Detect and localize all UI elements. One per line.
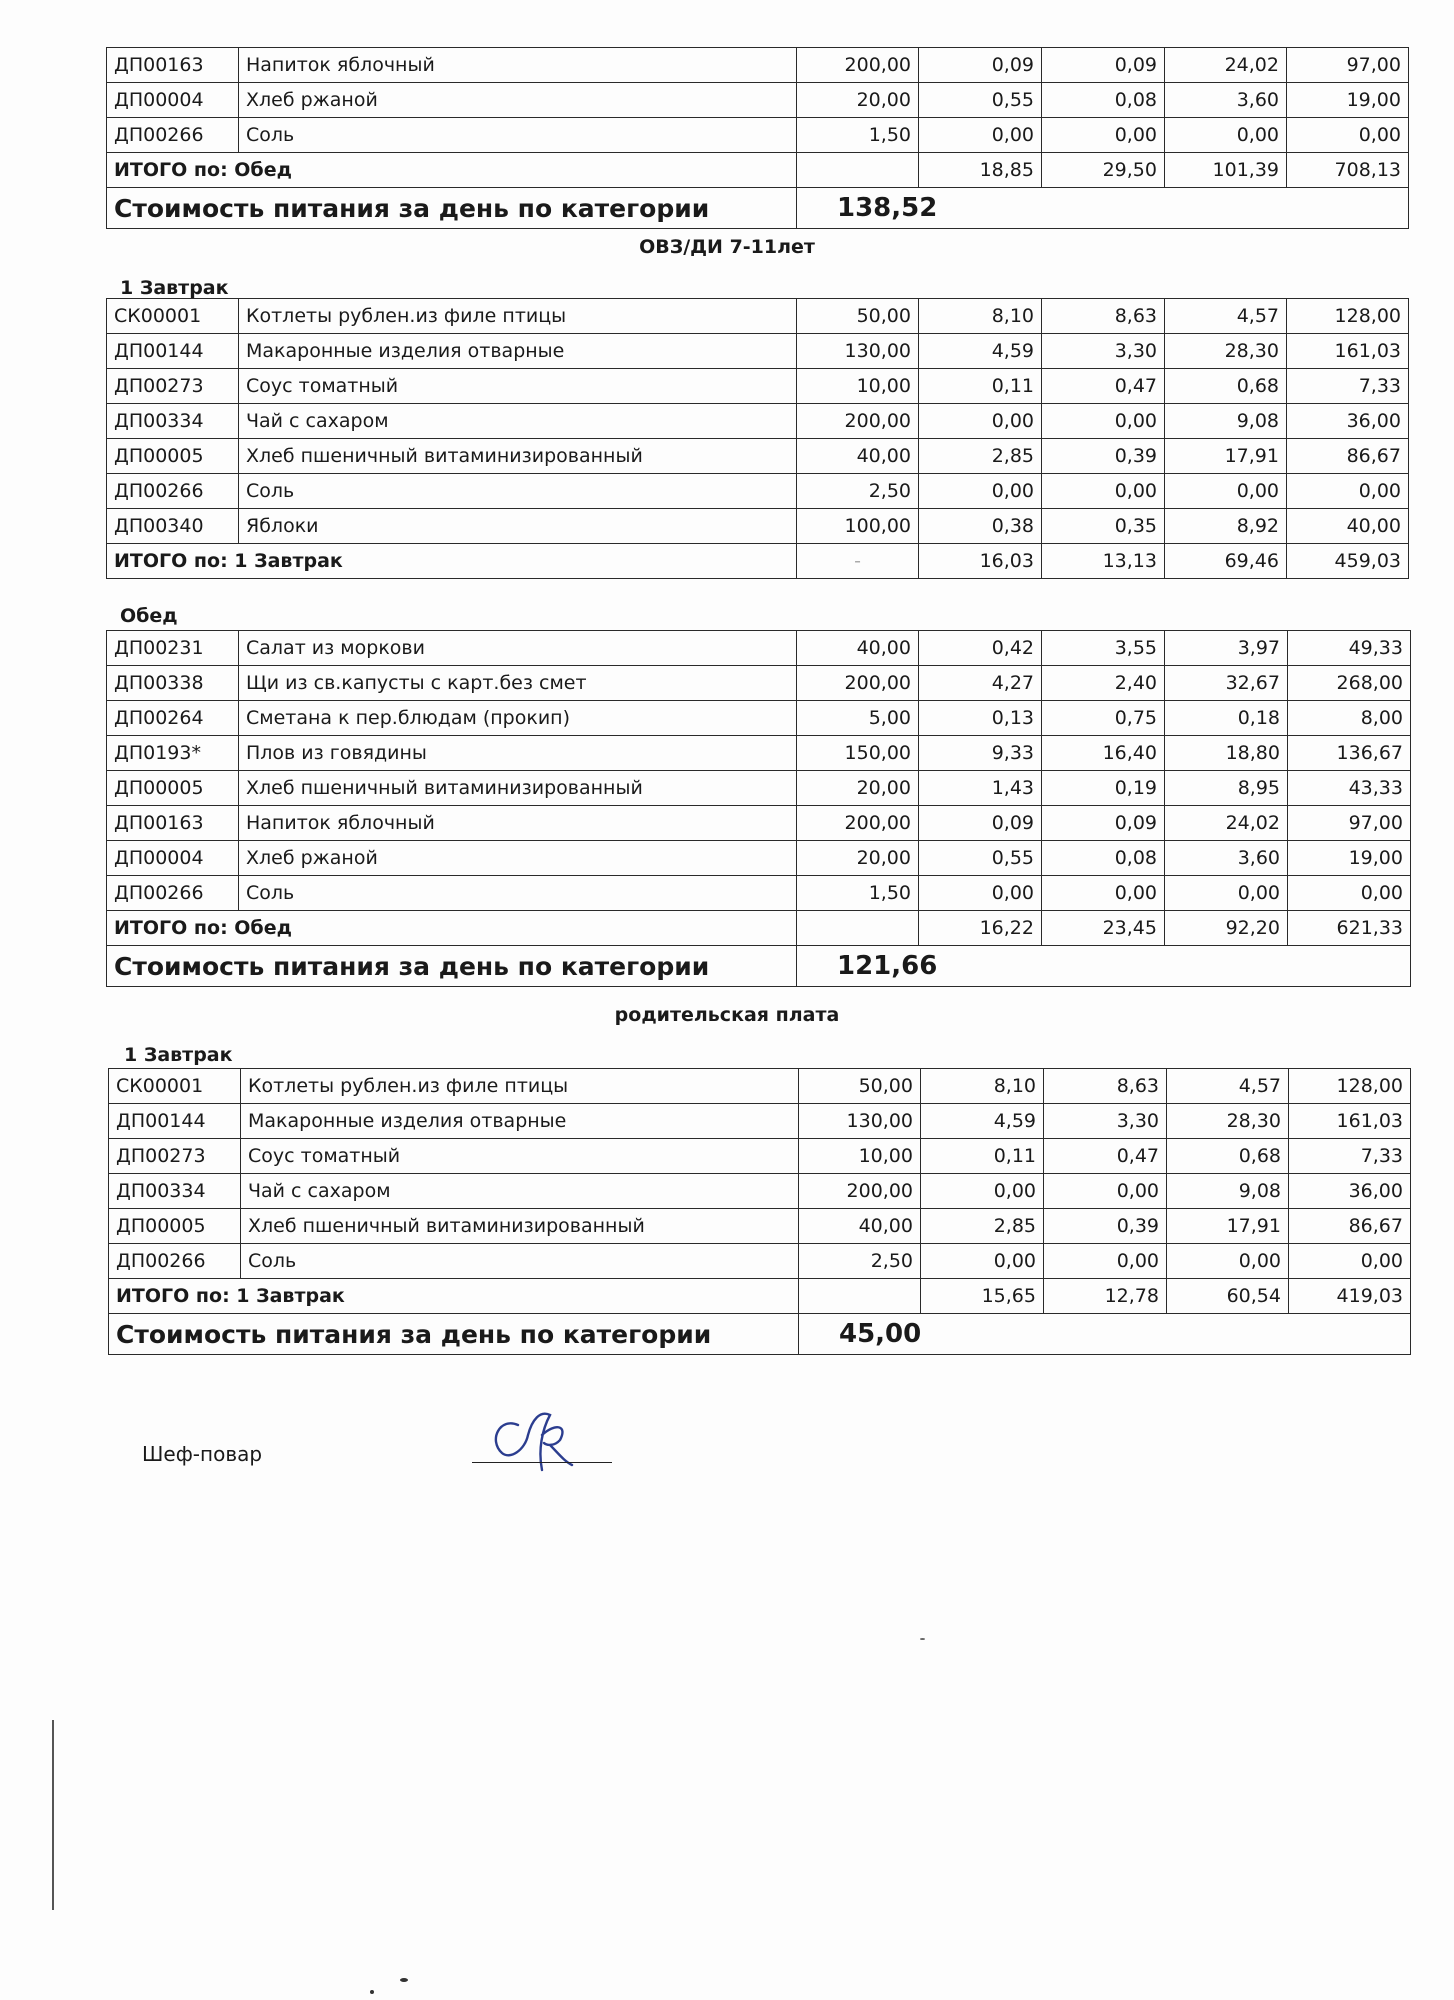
item-kcal: 268,00 bbox=[1288, 666, 1411, 701]
item-name: Салат из моркови bbox=[239, 631, 797, 666]
item-protein: 9,33 bbox=[919, 736, 1042, 771]
item-code: ДП00334 bbox=[109, 1174, 241, 1209]
item-qty: 40,00 bbox=[797, 439, 919, 474]
item-carbs: 28,30 bbox=[1165, 334, 1287, 369]
item-name: Соус томатный bbox=[241, 1139, 799, 1174]
cost-value: 45,00 bbox=[799, 1314, 1044, 1355]
item-kcal: 43,33 bbox=[1288, 771, 1411, 806]
item-name: Котлеты рублен.из филе птицы bbox=[241, 1069, 799, 1104]
table-row bbox=[107, 439, 1409, 474]
total-protein: 16,22 bbox=[919, 911, 1042, 946]
item-name: Напиток яблочный bbox=[239, 806, 797, 841]
ovz-breakfast-title: 1 Завтрак bbox=[120, 277, 229, 299]
item-qty: 130,00 bbox=[797, 334, 919, 369]
item-carbs: 4,57 bbox=[1165, 299, 1287, 334]
table-row bbox=[107, 474, 1409, 509]
item-fat: 8,63 bbox=[1044, 1069, 1167, 1104]
item-protein: 0,13 bbox=[919, 701, 1042, 736]
item-carbs: 9,08 bbox=[1165, 404, 1287, 439]
total-qty bbox=[797, 911, 919, 946]
item-qty: 200,00 bbox=[797, 806, 919, 841]
total-carbs: 101,39 bbox=[1165, 153, 1287, 188]
parent-total-row bbox=[109, 1279, 1411, 1314]
item-fat: 0,47 bbox=[1044, 1139, 1167, 1174]
item-carbs: 24,02 bbox=[1165, 806, 1288, 841]
item-kcal: 8,00 bbox=[1288, 701, 1411, 736]
item-kcal: 36,00 bbox=[1289, 1174, 1411, 1209]
total-kcal: 419,03 bbox=[1289, 1279, 1411, 1314]
top-cost-row bbox=[107, 188, 1409, 229]
table-row bbox=[107, 83, 1409, 118]
table-row bbox=[107, 509, 1409, 544]
item-name: Соль bbox=[239, 876, 797, 911]
cost-label: Стоимость питания за день по категории bbox=[107, 946, 797, 987]
item-carbs: 17,91 bbox=[1167, 1209, 1289, 1244]
item-name: Хлеб пшеничный витаминизированный bbox=[239, 439, 797, 474]
table-row bbox=[107, 876, 1411, 911]
item-fat: 0,39 bbox=[1042, 439, 1165, 474]
table-row bbox=[109, 1104, 1411, 1139]
table-row bbox=[109, 1174, 1411, 1209]
item-protein: 4,59 bbox=[919, 334, 1042, 369]
ovz-breakfast-table bbox=[106, 298, 1409, 579]
parent-breakfast-table bbox=[108, 1068, 1411, 1355]
item-kcal: 0,00 bbox=[1288, 876, 1411, 911]
item-fat: 2,40 bbox=[1042, 666, 1165, 701]
item-protein: 8,10 bbox=[921, 1069, 1044, 1104]
item-protein: 0,00 bbox=[919, 876, 1042, 911]
cost-value: 121,66 bbox=[797, 946, 1042, 987]
item-fat: 0,09 bbox=[1042, 806, 1165, 841]
table-row bbox=[107, 701, 1411, 736]
item-qty: 100,00 bbox=[797, 509, 919, 544]
item-code: ДП00005 bbox=[107, 771, 239, 806]
table-row bbox=[107, 369, 1409, 404]
table-row bbox=[107, 771, 1411, 806]
parent-cost-row bbox=[109, 1314, 1411, 1355]
item-name: Макаронные изделия отварные bbox=[239, 334, 797, 369]
item-code: ДП00266 bbox=[107, 876, 239, 911]
scan-mark bbox=[370, 1990, 374, 1994]
item-code: ДП00231 bbox=[107, 631, 239, 666]
table-row bbox=[109, 1069, 1411, 1104]
parent-breakfast-title: 1 Завтрак bbox=[124, 1044, 233, 1066]
item-qty: 20,00 bbox=[797, 83, 919, 118]
item-carbs: 0,18 bbox=[1165, 701, 1288, 736]
total-kcal: 459,03 bbox=[1287, 544, 1409, 579]
item-kcal: 19,00 bbox=[1288, 841, 1411, 876]
total-fat: 12,78 bbox=[1044, 1279, 1167, 1314]
item-carbs: 0,68 bbox=[1165, 369, 1287, 404]
item-code: ДП00163 bbox=[107, 806, 239, 841]
table-row bbox=[107, 666, 1411, 701]
item-name: Напиток яблочный bbox=[239, 48, 797, 83]
item-code: ДП00266 bbox=[107, 474, 239, 509]
item-protein: 8,10 bbox=[919, 299, 1042, 334]
chef-label: Шеф-повар bbox=[142, 1442, 263, 1466]
item-kcal: 97,00 bbox=[1287, 48, 1409, 83]
parent-fee-title: родительская плата bbox=[614, 1004, 840, 1026]
item-qty: 1,50 bbox=[797, 118, 919, 153]
item-kcal: 7,33 bbox=[1289, 1139, 1411, 1174]
total-qty bbox=[797, 153, 919, 188]
item-kcal: 86,67 bbox=[1287, 439, 1409, 474]
item-carbs: 3,97 bbox=[1165, 631, 1288, 666]
item-name: Макаронные изделия отварные bbox=[241, 1104, 799, 1139]
item-code: ДП00005 bbox=[107, 439, 239, 474]
item-fat: 0,19 bbox=[1042, 771, 1165, 806]
item-code: ДП00266 bbox=[109, 1244, 241, 1279]
item-name: Хлеб ржаной bbox=[239, 83, 797, 118]
item-protein: 2,85 bbox=[921, 1209, 1044, 1244]
total-label: ИТОГО по: Обед bbox=[107, 153, 797, 188]
item-kcal: 0,00 bbox=[1287, 118, 1409, 153]
table-row bbox=[109, 1209, 1411, 1244]
table-row bbox=[109, 1244, 1411, 1279]
item-fat: 0,47 bbox=[1042, 369, 1165, 404]
item-name: Яблоки bbox=[239, 509, 797, 544]
item-fat: 0,00 bbox=[1042, 118, 1165, 153]
item-carbs: 3,60 bbox=[1165, 83, 1287, 118]
item-code: ДП00334 bbox=[107, 404, 239, 439]
item-fat: 3,30 bbox=[1042, 334, 1165, 369]
ovz-breakfast-total-row bbox=[107, 544, 1409, 579]
item-fat: 0,75 bbox=[1042, 701, 1165, 736]
item-fat: 0,00 bbox=[1042, 474, 1165, 509]
item-name: Щи из св.капусты с карт.без смет bbox=[239, 666, 797, 701]
item-kcal: 36,00 bbox=[1287, 404, 1409, 439]
item-name: Соль bbox=[239, 474, 797, 509]
total-carbs: 69,46 bbox=[1165, 544, 1287, 579]
item-code: ДП00005 bbox=[109, 1209, 241, 1244]
total-fat: 29,50 bbox=[1042, 153, 1165, 188]
cost-label: Стоимость питания за день по категории bbox=[109, 1314, 799, 1355]
item-fat: 0,00 bbox=[1044, 1244, 1167, 1279]
item-fat: 0,39 bbox=[1044, 1209, 1167, 1244]
top-total-row bbox=[107, 153, 1409, 188]
item-carbs: 17,91 bbox=[1165, 439, 1287, 474]
item-code: ДП00004 bbox=[107, 841, 239, 876]
table-row bbox=[109, 1139, 1411, 1174]
item-code: ДП00144 bbox=[107, 334, 239, 369]
item-code: ДП00273 bbox=[109, 1139, 241, 1174]
item-protein: 4,27 bbox=[919, 666, 1042, 701]
item-protein: 0,00 bbox=[919, 474, 1042, 509]
item-fat: 0,00 bbox=[1042, 404, 1165, 439]
item-name: Хлеб пшеничный витаминизированный bbox=[241, 1209, 799, 1244]
item-kcal: 161,03 bbox=[1287, 334, 1409, 369]
item-protein: 0,00 bbox=[919, 118, 1042, 153]
item-carbs: 8,92 bbox=[1165, 509, 1287, 544]
total-carbs: 92,20 bbox=[1165, 911, 1288, 946]
item-qty: 5,00 bbox=[797, 701, 919, 736]
item-name: Плов из говядины bbox=[239, 736, 797, 771]
chef-signature bbox=[480, 1395, 630, 1475]
table-row bbox=[107, 334, 1409, 369]
item-code: ДП00338 bbox=[107, 666, 239, 701]
total-label: ИТОГО по: Обед bbox=[107, 911, 797, 946]
scan-mark bbox=[920, 1638, 925, 1640]
table-row bbox=[107, 841, 1411, 876]
item-carbs: 18,80 bbox=[1165, 736, 1288, 771]
item-name: Чай с сахаром bbox=[241, 1174, 799, 1209]
item-qty: 150,00 bbox=[797, 736, 919, 771]
total-fat: 13,13 bbox=[1042, 544, 1165, 579]
item-kcal: 161,03 bbox=[1289, 1104, 1411, 1139]
table-row bbox=[107, 299, 1409, 334]
total-protein: 15,65 bbox=[921, 1279, 1044, 1314]
cost-value: 138,52 bbox=[797, 188, 1042, 229]
item-fat: 0,00 bbox=[1042, 876, 1165, 911]
item-protein: 0,09 bbox=[919, 48, 1042, 83]
signature-line bbox=[472, 1462, 612, 1463]
item-qty: 2,50 bbox=[797, 474, 919, 509]
table-row bbox=[107, 736, 1411, 771]
total-fat: 23,45 bbox=[1042, 911, 1165, 946]
item-qty: 20,00 bbox=[797, 841, 919, 876]
item-code: ДП00340 bbox=[107, 509, 239, 544]
item-protein: 4,59 bbox=[921, 1104, 1044, 1139]
total-kcal: 708,13 bbox=[1287, 153, 1409, 188]
item-protein: 1,43 bbox=[919, 771, 1042, 806]
item-qty: 200,00 bbox=[797, 404, 919, 439]
item-kcal: 128,00 bbox=[1287, 299, 1409, 334]
item-qty: 1,50 bbox=[797, 876, 919, 911]
item-protein: 0,55 bbox=[919, 83, 1042, 118]
item-fat: 0,35 bbox=[1042, 509, 1165, 544]
item-protein: 0,11 bbox=[921, 1139, 1044, 1174]
item-carbs: 32,67 bbox=[1165, 666, 1288, 701]
item-carbs: 24,02 bbox=[1165, 48, 1287, 83]
item-name: Соус томатный bbox=[239, 369, 797, 404]
item-protein: 0,42 bbox=[919, 631, 1042, 666]
item-code: ДП00273 bbox=[107, 369, 239, 404]
item-code: СК00001 bbox=[107, 299, 239, 334]
item-qty: 130,00 bbox=[799, 1104, 921, 1139]
item-kcal: 19,00 bbox=[1287, 83, 1409, 118]
table-row bbox=[107, 48, 1409, 83]
total-protein: 18,85 bbox=[919, 153, 1042, 188]
item-carbs: 0,00 bbox=[1165, 876, 1288, 911]
category-title: ОВЗ/ДИ 7-11лет bbox=[639, 236, 815, 258]
item-protein: 2,85 bbox=[919, 439, 1042, 474]
item-fat: 16,40 bbox=[1042, 736, 1165, 771]
item-name: Сметана к пер.блюдам (прокип) bbox=[239, 701, 797, 736]
item-protein: 0,09 bbox=[919, 806, 1042, 841]
ovz-cost-row bbox=[107, 946, 1411, 987]
ovz-lunch-table bbox=[106, 630, 1411, 987]
item-qty: 200,00 bbox=[799, 1174, 921, 1209]
item-code: ДП00264 bbox=[107, 701, 239, 736]
total-qty bbox=[799, 1279, 921, 1314]
item-kcal: 136,67 bbox=[1288, 736, 1411, 771]
item-qty: 200,00 bbox=[797, 666, 919, 701]
item-code: СК00001 bbox=[109, 1069, 241, 1104]
item-carbs: 28,30 bbox=[1167, 1104, 1289, 1139]
scan-margin-line bbox=[52, 1720, 54, 1910]
item-protein: 0,00 bbox=[921, 1174, 1044, 1209]
table-row bbox=[107, 631, 1411, 666]
item-qty: 50,00 bbox=[799, 1069, 921, 1104]
table-row bbox=[107, 404, 1409, 439]
scan-mark bbox=[400, 1978, 408, 1982]
item-qty: 10,00 bbox=[799, 1139, 921, 1174]
item-kcal: 0,00 bbox=[1289, 1244, 1411, 1279]
item-qty: 10,00 bbox=[797, 369, 919, 404]
item-kcal: 0,00 bbox=[1287, 474, 1409, 509]
top-menu-table bbox=[106, 47, 1409, 229]
item-kcal: 97,00 bbox=[1288, 806, 1411, 841]
item-code: ДП00004 bbox=[107, 83, 239, 118]
item-kcal: 49,33 bbox=[1288, 631, 1411, 666]
item-qty: 40,00 bbox=[797, 631, 919, 666]
ovz-lunch-total-row bbox=[107, 911, 1411, 946]
item-kcal: 7,33 bbox=[1287, 369, 1409, 404]
item-protein: 0,38 bbox=[919, 509, 1042, 544]
item-fat: 0,08 bbox=[1042, 841, 1165, 876]
item-code: ДП0193* bbox=[107, 736, 239, 771]
item-protein: 0,00 bbox=[919, 404, 1042, 439]
total-label: ИТОГО по: 1 Завтрак bbox=[107, 544, 797, 579]
total-carbs: 60,54 bbox=[1167, 1279, 1289, 1314]
item-fat: 0,09 bbox=[1042, 48, 1165, 83]
item-kcal: 128,00 bbox=[1289, 1069, 1411, 1104]
item-name: Котлеты рублен.из филе птицы bbox=[239, 299, 797, 334]
item-fat: 8,63 bbox=[1042, 299, 1165, 334]
table-row bbox=[107, 118, 1409, 153]
item-qty: 200,00 bbox=[797, 48, 919, 83]
item-fat: 0,00 bbox=[1044, 1174, 1167, 1209]
item-name: Соль bbox=[241, 1244, 799, 1279]
item-carbs: 0,68 bbox=[1167, 1139, 1289, 1174]
item-name: Хлеб ржаной bbox=[239, 841, 797, 876]
item-name: Хлеб пшеничный витаминизированный bbox=[239, 771, 797, 806]
item-name: Соль bbox=[239, 118, 797, 153]
item-code: ДП00144 bbox=[109, 1104, 241, 1139]
table-row bbox=[107, 806, 1411, 841]
item-carbs: 0,00 bbox=[1165, 474, 1287, 509]
total-label: ИТОГО по: 1 Завтрак bbox=[109, 1279, 799, 1314]
item-protein: 0,55 bbox=[919, 841, 1042, 876]
item-qty: 2,50 bbox=[799, 1244, 921, 1279]
item-qty: 40,00 bbox=[799, 1209, 921, 1244]
item-carbs: 0,00 bbox=[1165, 118, 1287, 153]
item-carbs: 8,95 bbox=[1165, 771, 1288, 806]
item-fat: 3,30 bbox=[1044, 1104, 1167, 1139]
item-protein: 0,00 bbox=[921, 1244, 1044, 1279]
item-carbs: 4,57 bbox=[1167, 1069, 1289, 1104]
ovz-lunch-title: Обед bbox=[120, 605, 178, 627]
total-qty: - bbox=[797, 544, 919, 579]
cost-label: Стоимость питания за день по категории bbox=[107, 188, 797, 229]
item-fat: 3,55 bbox=[1042, 631, 1165, 666]
item-carbs: 9,08 bbox=[1167, 1174, 1289, 1209]
item-name: Чай с сахаром bbox=[239, 404, 797, 439]
item-kcal: 86,67 bbox=[1289, 1209, 1411, 1244]
item-code: ДП00266 bbox=[107, 118, 239, 153]
item-kcal: 40,00 bbox=[1287, 509, 1409, 544]
item-code: ДП00163 bbox=[107, 48, 239, 83]
item-carbs: 0,00 bbox=[1167, 1244, 1289, 1279]
total-protein: 16,03 bbox=[919, 544, 1042, 579]
item-carbs: 3,60 bbox=[1165, 841, 1288, 876]
item-qty: 20,00 bbox=[797, 771, 919, 806]
item-fat: 0,08 bbox=[1042, 83, 1165, 118]
total-kcal: 621,33 bbox=[1288, 911, 1411, 946]
item-qty: 50,00 bbox=[797, 299, 919, 334]
item-protein: 0,11 bbox=[919, 369, 1042, 404]
